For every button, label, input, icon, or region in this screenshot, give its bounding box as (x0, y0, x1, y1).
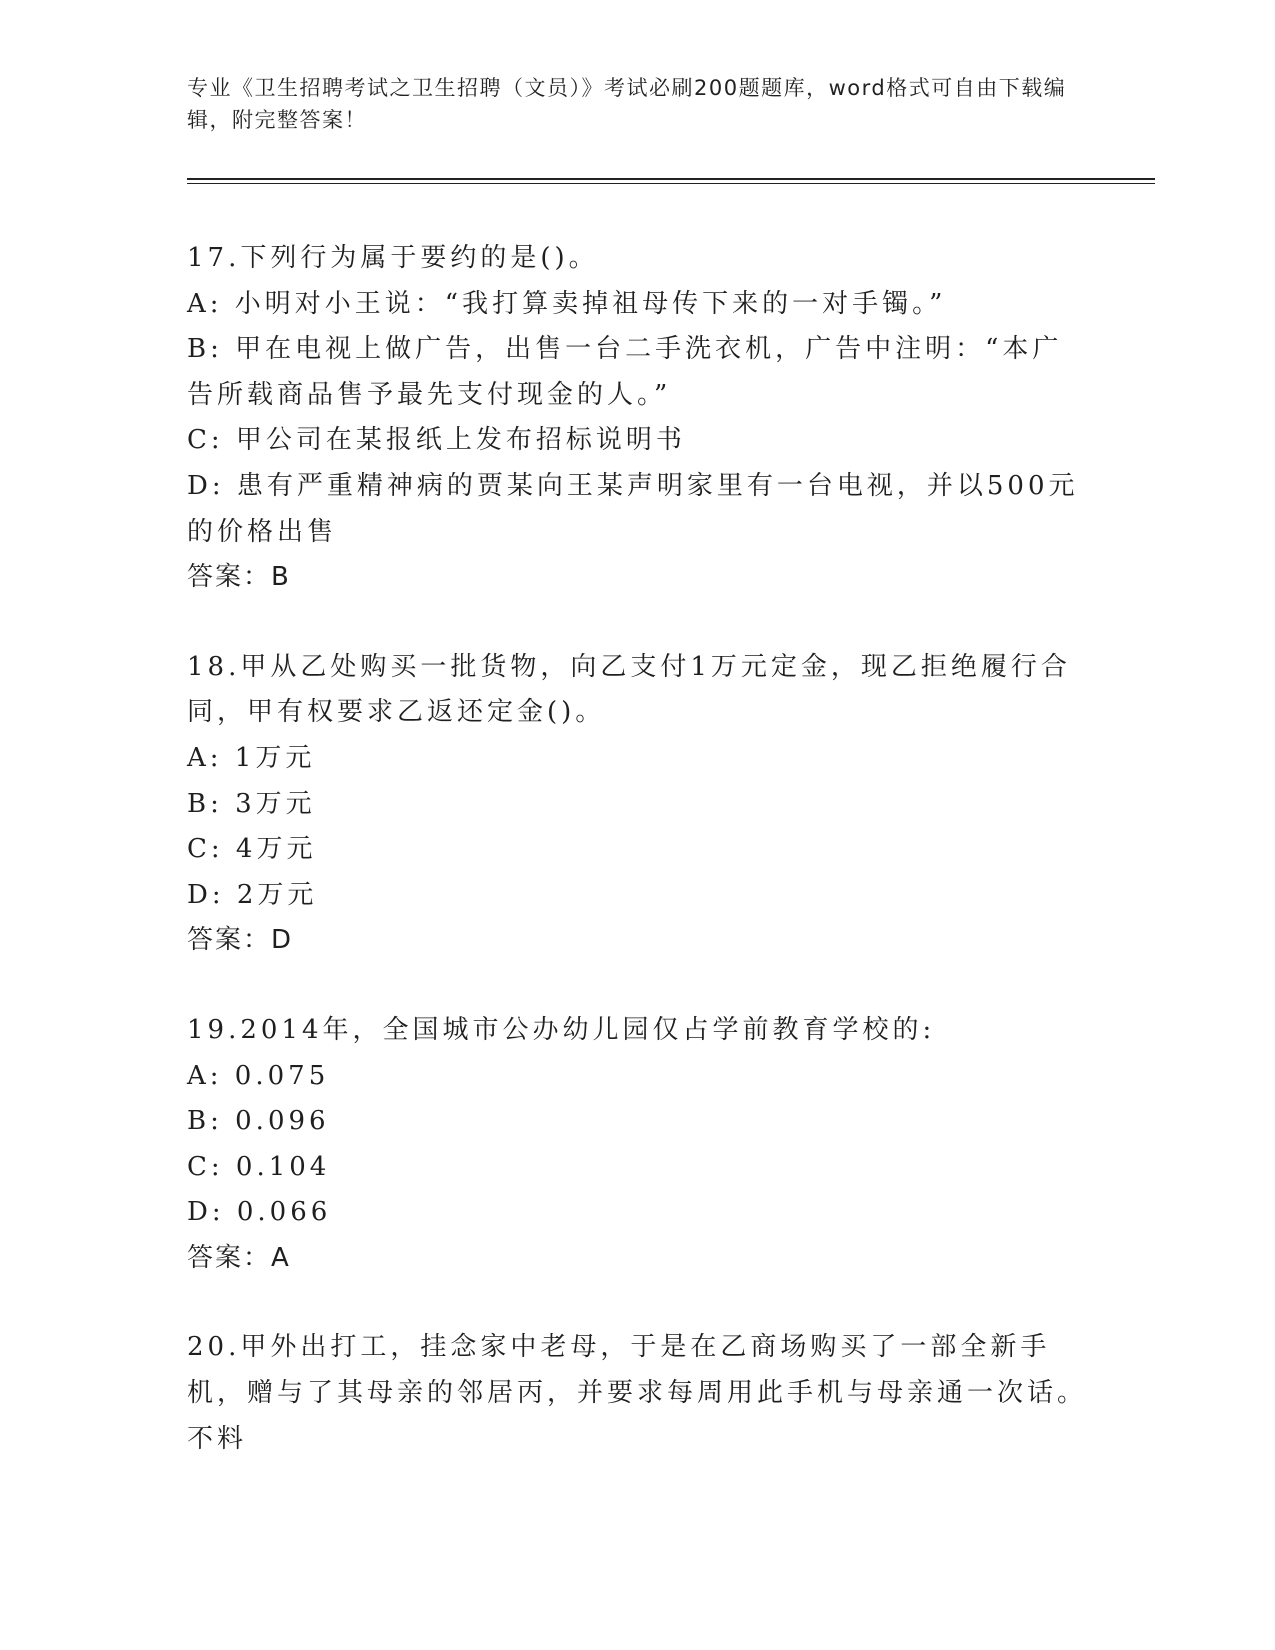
question-20 (187, 1325, 1087, 1462)
option-d: D: 0.066 (187, 1197, 332, 1228)
question-stem: 19.2014年，全国城市公办幼儿园仅占学前教育学校的: (187, 1014, 936, 1045)
question-list (187, 236, 1087, 1462)
document-header: 专业《卫生招聘考试之卫生招聘（文员）》考试必刷200题题库，word格式可自由下载编辑，附完整答案！ (187, 76, 1067, 132)
question-18 (187, 645, 1087, 964)
question-stem: 17.下列行为属于要约的是()。 (187, 243, 599, 273)
option-c: C: 甲公司在某报纸上发布招标说明书 (187, 425, 686, 456)
option-b: B: 甲在电视上做广告，出售一台二手洗衣机，广告中注明：“本广告所载商品售予最先支付现金的人。” (187, 334, 1063, 410)
option-a: A: 1万元 (187, 742, 316, 773)
question-17 (187, 236, 1087, 601)
answer-line: 答案：B (187, 562, 291, 593)
answer-line: 答案：D (187, 925, 294, 956)
header-rule-thick (187, 178, 1155, 180)
question-stem: 18.甲从乙处购买一批货物，向乙支付1万元定金，现乙拒绝履行合同，甲有权要求乙返还定金()。 (187, 651, 1071, 728)
option-c: C: 0.104 (187, 1151, 331, 1182)
option-b: B: 3万元 (187, 788, 316, 819)
option-a: A: 0.075 (187, 1060, 330, 1091)
option-c: C: 4万元 (187, 834, 317, 865)
option-d: D: 患有严重精神病的贾某向王某声明家里有一台电视，并以500元的价格出售 (187, 470, 1079, 547)
option-a: A: 小明对小王说：“我打算卖掉祖母传下来的一对手镯。” (187, 288, 947, 319)
question-stem: 20.甲外出打工，挂念家中老母，于是在乙商场购买了一部全新手机，赠与了其母亲的邻居丙，并要求每周用此手机与母亲通一次话。不料 (187, 1332, 1088, 1454)
option-b: B: 0.096 (187, 1106, 330, 1137)
answer-line: 答案：A (187, 1242, 291, 1273)
header-rule-thin (187, 183, 1155, 184)
question-19 (187, 1008, 1087, 1282)
option-d: D: 2万元 (187, 879, 318, 910)
